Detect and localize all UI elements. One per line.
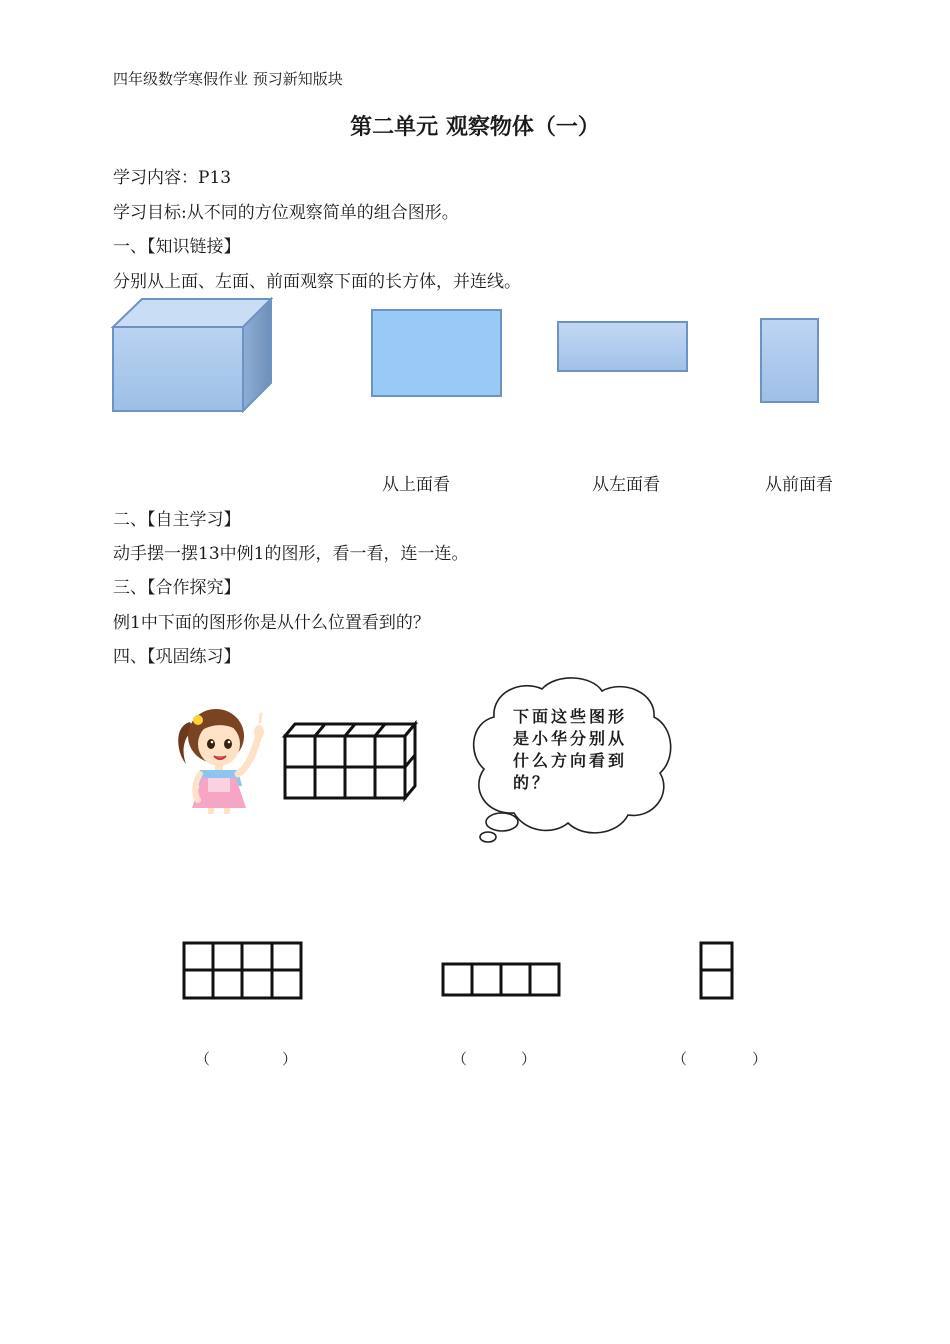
answer-view-grid-4x2 <box>182 941 304 1001</box>
view-rect-top <box>371 309 502 397</box>
answer-blank-3-close: ） <box>752 1050 768 1068</box>
view-label-left: 从左面看 <box>592 475 660 495</box>
page-header: 四年级数学寒假作业 预习新知版块 <box>113 70 343 88</box>
bubble-text: 下面这些图形是小华分别从什么方向看到的？ <box>513 707 628 792</box>
answer-blank-3-open[interactable]: （ <box>672 1050 688 1068</box>
section1-heading: 一、【知识链接】 <box>113 237 241 257</box>
answer-view-grid-4x1 <box>441 962 561 998</box>
section2-text: 动手摆一摆13中例1的图形，看一看，连一连。 <box>113 544 469 564</box>
answer-blank-2-open[interactable]: （ <box>452 1050 468 1068</box>
answer-blank-2-close: ） <box>521 1050 537 1068</box>
section3-heading: 三、【合作探究】 <box>113 578 241 598</box>
section1-instruction: 分别从上面、左面、前面观察下面的长方体，并连线。 <box>113 272 521 292</box>
cuboid-figure <box>108 296 278 416</box>
view-rect-front <box>760 318 819 403</box>
view-rect-left <box>557 321 688 372</box>
page-title: 第二单元 观察物体（一） <box>350 115 600 140</box>
section2-heading: 二、【自主学习】 <box>113 510 241 530</box>
section4-heading: 四、【巩固练习】 <box>113 647 241 667</box>
answer-blank-1-close: ） <box>282 1050 298 1068</box>
view-label-top: 从上面看 <box>382 475 450 495</box>
section3-text: 例1中下面的图形你是从什么位置看到的？ <box>113 613 430 633</box>
block-structure <box>281 719 421 803</box>
answer-view-grid-1x2 <box>699 941 735 1001</box>
girl-illustration <box>172 704 272 814</box>
content-line: 学习内容：P13 <box>113 168 232 188</box>
goal-line: 学习目标:从不同的方位观察简单的组合图形。 <box>113 203 459 223</box>
view-label-front: 从前面看 <box>765 475 833 495</box>
answer-blank-1-open[interactable]: （ <box>195 1050 211 1068</box>
